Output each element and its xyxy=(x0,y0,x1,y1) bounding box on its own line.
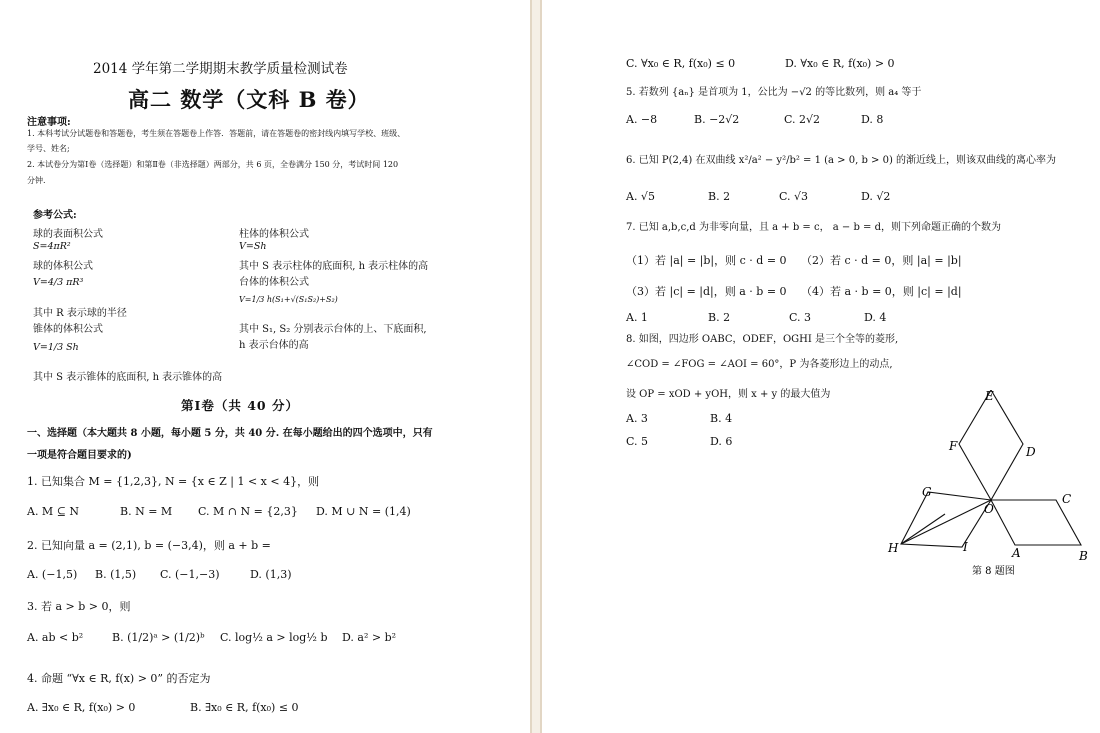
question-7-item-2: （2）若 c · d = 0，则 |a| = |b| xyxy=(801,254,962,267)
question-8-stem-3: 设 OP = xOD + yOH，则 x + y 的最大值为 xyxy=(626,389,831,400)
question-8-stem-1: 8. 如图，四边形 OABC，ODEF，OGHI 是三个全等的菱形, xyxy=(626,334,899,345)
formula-left-6: V=1/3 Sh xyxy=(33,342,79,353)
right-page xyxy=(542,0,1100,733)
exam-title: 2014 学年第二学期期末教学质量检测试卷 xyxy=(93,61,348,77)
question-5-stem: 5. 若数列 {aₙ} 是首项为 1，公比为 −√2 的等比数列，则 a₄ 等于 xyxy=(626,87,922,98)
question-6-option-c: C. √3 xyxy=(779,190,809,203)
notes-heading: 注意事项: xyxy=(27,117,71,128)
formula-left-3: V=4/3 πR³ xyxy=(33,277,84,288)
question-7-stem: 7. 已知 a,b,c,d 为非零向量，且 a + b = c， a − b = d，则下列命题正确的个数为 xyxy=(626,222,1002,233)
question-7-option-b: B. 2 xyxy=(708,311,731,324)
formula-right-6: h 表示台体的高 xyxy=(239,340,309,351)
question-5-option-b: B. −2√2 xyxy=(694,113,740,126)
question-4-option-c: C. ∀x₀ ∈ R, f(x₀) ≤ 0 xyxy=(626,57,736,70)
part1-instructions-2: 一项是符合题目要求的) xyxy=(27,450,132,461)
question-3-option-c: C. log½ a > log½ b xyxy=(220,631,328,644)
question-2-stem: 2. 已知向量 a = (2,1), b = (−3,4)，则 a + b = xyxy=(27,539,271,552)
part1-instructions-1: 一、选择题（本大题共 8 小题，每小题 5 分，共 40 分. 在每小题给出的四个选项中，只有 xyxy=(27,428,433,439)
formula-left-5: 锥体的体积公式 xyxy=(33,324,103,335)
label-o: O xyxy=(984,502,994,516)
formula-right-1: V=Sh xyxy=(239,241,267,252)
question-5-option-c: C. 2√2 xyxy=(784,113,821,126)
question-2-option-b: B. (1,5) xyxy=(95,568,137,581)
notes-line-4: 分钟. xyxy=(27,176,46,185)
label-e: E xyxy=(985,390,994,403)
formulas-heading: 参考公式: xyxy=(33,210,77,221)
question-3-stem: 3. 若 a > b > 0，则 xyxy=(27,600,131,613)
question-8-option-c: C. 5 xyxy=(626,435,649,448)
question-7-item-4: （4）若 a · b = 0，则 |c| = |d| xyxy=(801,285,962,298)
notes-line-1: 1. 本科考试分试题卷和答题卷，考生须在答题卷上作答．答题前，请在答题卷的密封线内填写学校、班级、 xyxy=(27,129,406,138)
notes-line-2: 学号、姓名; xyxy=(27,144,70,153)
label-i: I xyxy=(963,540,968,554)
rhombus-oghi xyxy=(901,492,991,547)
label-h: H xyxy=(888,541,899,555)
formula-right-2: 其中 S 表示柱体的底面积, h 表示柱体的高 xyxy=(239,261,429,272)
question-1-stem: 1. 已知集合 M = {1,2,3}, N = {x ∈ Z | 1 < x < 4}，则 xyxy=(27,475,320,488)
question-8-option-d: D. 6 xyxy=(710,435,733,448)
figure-caption: 第 8 题图 xyxy=(972,566,1015,577)
question-3-option-a: A. ab < b² xyxy=(27,631,84,644)
exam-subtitle: 高二 数学（文科 B 卷） xyxy=(128,87,370,112)
question-7-item-3: （3）若 |c| = |d|，则 a · b = 0 xyxy=(626,285,787,298)
part1-heading: 第Ⅰ卷（共 40 分） xyxy=(181,398,299,413)
question-2-option-d: D. (1,3) xyxy=(250,568,292,581)
question-6-option-d: D. √2 xyxy=(861,190,891,203)
question-6-stem: 6. 已知 P(2,4) 在双曲线 x²/a² − y²/b² = 1 (a > 0, b > 0) 的渐近线上，则该双曲线的离心率为 xyxy=(626,155,1057,166)
question-6-option-a: A. √5 xyxy=(626,190,655,203)
label-c: C xyxy=(1062,492,1072,506)
question-5-option-d: D. 8 xyxy=(861,113,884,126)
label-b: B xyxy=(1079,549,1088,563)
question-1-option-d: D. M ∪ N = (1,4) xyxy=(316,505,411,518)
question-4-option-a: A. ∃x₀ ∈ R, f(x₀) > 0 xyxy=(27,701,136,714)
formula-right-0: 柱体的体积公式 xyxy=(239,229,309,240)
rhombus-figure xyxy=(880,390,1090,580)
formula-left-0: 球的表面积公式 xyxy=(33,229,103,240)
label-g: G xyxy=(922,485,932,499)
question-7-option-c: C. 3 xyxy=(789,311,812,324)
left-page xyxy=(0,0,530,733)
formula-right-5: 其中 S₁, S₂ 分别表示台体的上、下底面积, xyxy=(239,324,427,335)
label-a: A xyxy=(1012,546,1021,560)
question-4-option-d: D. ∀x₀ ∈ R, f(x₀) > 0 xyxy=(785,57,895,70)
question-1-option-c: C. M ∩ N = {2,3} xyxy=(198,505,298,518)
question-8-option-b: B. 4 xyxy=(710,412,733,425)
question-7-option-d: D. 4 xyxy=(864,311,887,324)
question-7-option-a: A. 1 xyxy=(626,311,648,324)
question-2-option-c: C. (−1,−3) xyxy=(160,568,220,581)
rhombus-odef xyxy=(959,390,1023,500)
question-8-stem-2: ∠COD = ∠FOG = ∠AOI = 60°，P 为各菱形边上的动点, xyxy=(626,359,893,370)
label-f: F xyxy=(949,439,958,453)
question-7-item-1: （1）若 |a| = |b|，则 c · d = 0 xyxy=(626,254,787,267)
formula-right-4: V=1/3 h(S₁+√(S₁S₂)+S₂) xyxy=(239,295,338,304)
formula-right-3: 台体的体积公式 xyxy=(239,277,309,288)
question-1-option-b: B. N = M xyxy=(120,505,173,518)
formula-left-7: 其中 S 表示锥体的底面积, h 表示锥体的高 xyxy=(33,372,223,383)
question-3-option-d: D. a² > b² xyxy=(342,631,397,644)
formula-left-2: 球的体积公式 xyxy=(33,261,93,272)
question-5-option-a: A. −8 xyxy=(626,113,658,126)
question-1-option-a: A. M ⊆ N xyxy=(27,505,80,518)
question-2-option-a: A. (−1,5) xyxy=(27,568,78,581)
question-6-option-b: B. 2 xyxy=(708,190,731,203)
segment-inner xyxy=(901,514,945,544)
formula-left-1: S=4πR² xyxy=(33,241,71,252)
rhombus-oabc xyxy=(991,500,1081,545)
question-4-stem: 4. 命题 “∀x ∈ R, f(x) > 0” 的否定为 xyxy=(27,672,211,685)
question-4-option-b: B. ∃x₀ ∈ R, f(x₀) ≤ 0 xyxy=(190,701,299,714)
formula-left-4: 其中 R 表示球的半径 xyxy=(33,308,127,319)
question-8-option-a: A. 3 xyxy=(626,412,648,425)
notes-line-3: 2. 本试卷分为第Ⅰ卷（选择题）和第Ⅱ卷（非选择题）两部分，共 6 页，全卷满分 150 分，考试时间 120 xyxy=(27,160,399,169)
question-3-option-b: B. (1/2)ᵃ > (1/2)ᵇ xyxy=(112,631,205,644)
label-d: D xyxy=(1026,445,1036,459)
page-gutter xyxy=(530,0,542,733)
